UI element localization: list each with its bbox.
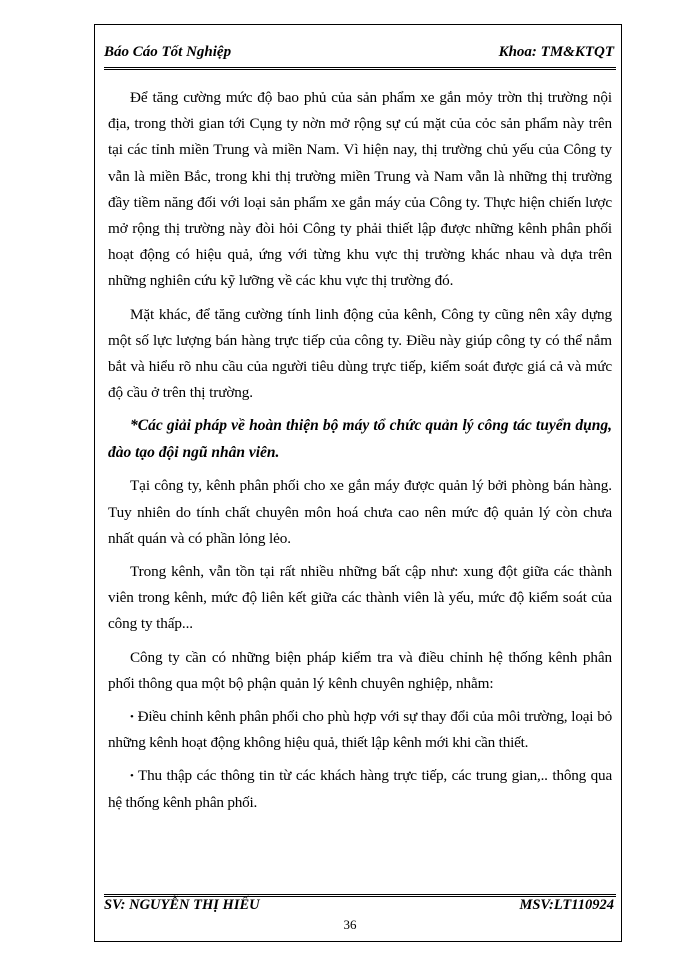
- document-body: [108, 85, 612, 823]
- header-faculty: Khoa: TM&KTQT: [498, 44, 614, 60]
- page-footer: [104, 897, 614, 917]
- header-report-title: Báo Cáo Tốt Nghiệp: [104, 44, 232, 60]
- section-heading: *Các giải pháp về hoàn thiện bộ máy tổ chức quản lý công tác tuyển dụng, đào tạo đội ngũ nhân viên.: [108, 417, 612, 461]
- footer-student-name: SV: NGUYỄN THỊ HIẾU: [104, 897, 260, 913]
- bullet-item: [108, 763, 612, 815]
- bullet-text: Điều chỉnh kênh phân phối cho phù hợp với sự thay đổi của môi trường, loại bỏ những kênh hoạt động không hiệu quả, thiết lập kênh mới khi cần thiết.: [108, 708, 612, 752]
- body-paragraph: Trong kênh, vẫn tồn tại rất nhiều những bất cập như: xung đột giữa các thành viên trong kênh, mức độ liên kết giữa các thành viên là yếu, mức độ kiểm soát của công ty thấp...: [108, 563, 612, 633]
- page-number: 36: [343, 917, 357, 932]
- page-header: [104, 44, 614, 68]
- bullet-icon: •: [130, 711, 134, 724]
- bullet-text: Thu thập các thông tin từ các khách hàng trực tiếp, các trung gian,.. thông qua hệ thống kênh phân phối.: [108, 767, 612, 811]
- bullet-item: [108, 704, 612, 756]
- body-paragraph: Tại công ty, kênh phân phối cho xe gắn máy được quản lý bởi phòng bán hàng. Tuy nhiên do tính chất chuyên môn hoá chưa cao nên mức độ quản lý còn chưa nhất quán và có phần lỏng lẻo.: [108, 477, 612, 547]
- body-paragraph: Để tăng cường mức độ bao phủ của sản phẩm xe gắn mỏy trờn thị trường nội địa, trong thời gian tới Cụng ty nờn mở rộng sự cú mặt của cỏc sản phẩm này trên tại các tỉnh miền Trung và miền Nam. Vì hiện nay, thị trường chủ yếu của Công ty vẫn là miền Bắc, trong khi thị trường miền Trung và Nam vẫn là những thị trường đầy tiềm năng đối với loại sản phẩm xe gắn máy của Công ty. Thực hiện chiến lược mở rộng thị trường này đòi hỏi Công ty phải thiết lập được những kênh phân phối hoạt động có hiệu quả, ứng với từng khu vực thị trường khác nhau và dựa trên những nghiên cứu kỹ lưỡng về các khu vực thị trường đó.: [108, 89, 612, 290]
- body-paragraph: Mặt khác, để tăng cường tính linh động của kênh, Công ty cũng nên xây dựng một số lực lượng bán hàng trực tiếp của công ty. Điều này giúp công ty có thể nắm bắt và hiểu rõ nhu cầu của người tiêu dùng trực tiếp, kiểm soát được giá cả và mức độ cầu ở trên thị trường.: [108, 305, 612, 402]
- bullet-icon: •: [130, 770, 134, 783]
- footer-student-id: MSV:LT110924: [519, 897, 614, 913]
- header-rule: [104, 67, 616, 70]
- body-paragraph: Công ty cần có những biện pháp kiểm tra và điều chỉnh hệ thống kênh phân phối thông qua một bộ phận quản lý kênh chuyên nghiệp, nhằm:: [108, 648, 612, 692]
